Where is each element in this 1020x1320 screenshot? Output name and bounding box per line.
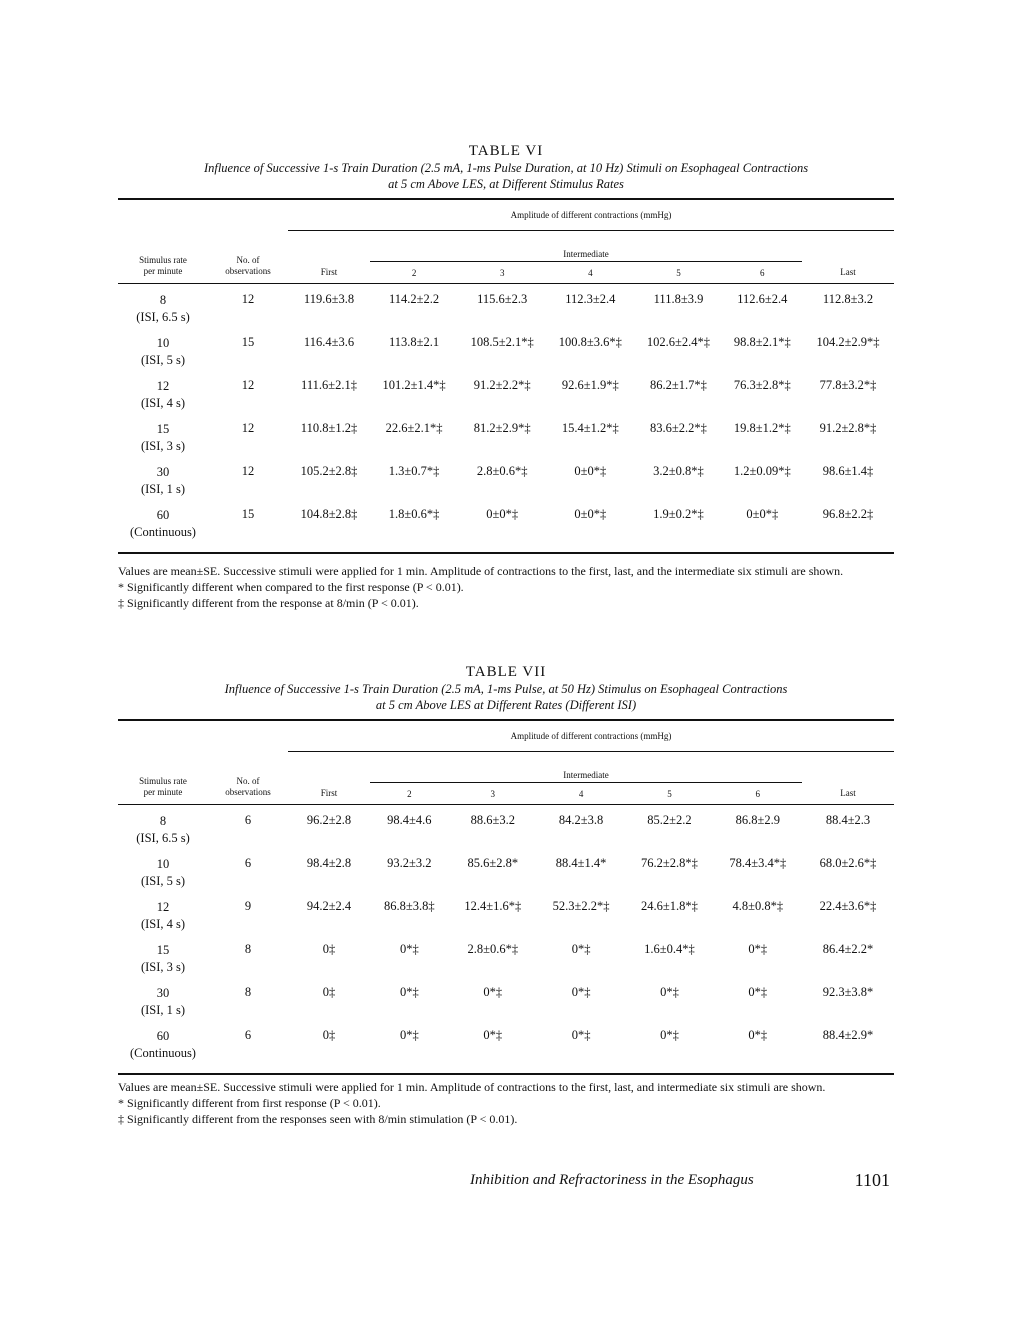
amplitude-cell: 0*‡ [399, 942, 419, 956]
stim-rate-value: 10 [156, 336, 170, 350]
table-6-caption-line2: at 5 cm Above LES, at Different Stimulus Rates [388, 177, 624, 191]
amplitude-cell: 0‡ [322, 1028, 336, 1042]
amplitude-cell: 104.2±2.9*‡ [816, 335, 880, 349]
amplitude-cell: 81.2±2.9*‡ [473, 421, 531, 435]
isi-value: (Continuous) [130, 1046, 196, 1060]
amplitude-cell: 12.4±1.6*‡ [464, 899, 522, 913]
observations-cell: 15 [241, 335, 255, 349]
amplitude-cell: 86.8±2.9 [735, 813, 780, 827]
isi-value: (Continuous) [130, 525, 196, 539]
amplitude-cell: 111.8±3.9 [653, 292, 704, 306]
amplitude-cell: 112.3±2.4 [565, 292, 616, 306]
amplitude-cell: 19.8±1.2*‡ [733, 421, 791, 435]
observations-cell: 6 [244, 813, 252, 827]
amplitude-cell: 112.8±3.2 [822, 292, 874, 306]
table-row [118, 335, 894, 378]
amplitude-cell: 1.6±0.4*‡ [644, 942, 695, 956]
stim-rate-header-2: per minute [143, 266, 183, 276]
table-7-note: Values are mean±SE. Successive stimuli were applied for 1 min. Amplitude of contractions to the first, last, and intermediate six stimuli are shown. [118, 1080, 826, 1094]
stim-rate-value: 12 [156, 379, 170, 393]
intermediate-header: Intermediate [370, 231, 802, 262]
amplitude-cell: 78.4±3.4*‡ [729, 856, 787, 870]
amplitude-cell: 68.0±2.6*‡ [819, 856, 877, 870]
amplitude-cell: 94.2±2.4 [306, 899, 352, 913]
amplitude-cell: 1.2±0.09*‡ [733, 464, 791, 478]
amplitude-cell: 76.3±2.8*‡ [733, 378, 791, 392]
amplitude-cell: 76.2±2.8*‡ [641, 856, 698, 870]
stim-rate-value: 60 [156, 508, 170, 522]
table-6-caption [118, 160, 894, 192]
col-header: 4 [588, 267, 593, 278]
amplitude-cell: 113.8±2.1 [388, 335, 440, 349]
stim-rate-value: 15 [156, 943, 170, 957]
table-row [118, 292, 894, 335]
table-row [118, 813, 894, 856]
amplitude-cell: 86.8±3.8‡ [384, 899, 435, 913]
amplitude-cell: 116.4±3.6 [303, 335, 355, 349]
stim-rate-cell [118, 421, 208, 464]
observations-cell: 12 [241, 464, 255, 478]
amplitude-cell: 91.2±2.8*‡ [819, 421, 877, 435]
amplitude-cell: 98.4±4.6 [387, 813, 432, 827]
observations-cell: 8 [244, 985, 252, 999]
col-header: First [320, 788, 338, 799]
table-6-note: ‡ Significantly different from the response at 8/min (P < 0.01). [118, 596, 419, 610]
isi-value: (ISI, 6.5 s) [136, 310, 190, 324]
obs-header: No. of [236, 776, 260, 786]
amplitude-cell: 0±0*‡ [574, 507, 607, 521]
amplitude-cell: 0±0*‡ [486, 507, 519, 521]
amplitude-cell: 108.5±2.1*‡ [470, 335, 534, 349]
amplitude-cell: 3.2±0.8*‡ [653, 464, 704, 478]
isi-value: (ISI, 3 s) [140, 439, 186, 453]
table-7-notes [118, 1079, 902, 1127]
table-row [118, 507, 894, 550]
stim-rate-cell [118, 856, 208, 899]
amplitude-header: Amplitude of different contractions (mmHg) [288, 200, 894, 231]
amplitude-cell: 4.8±0.8*‡ [732, 899, 784, 913]
amplitude-cell: 0‡ [322, 985, 336, 999]
amplitude-cell: 102.6±2.4*‡ [646, 335, 711, 349]
table-6-caption-line1: Influence of Successive 1-s Train Duration (2.5 mA, 1-ms Pulse Duration, at 10 Hz) Stimuli on Esophageal Contractions [203, 161, 809, 175]
table-row [118, 1028, 894, 1071]
table-row [118, 464, 894, 507]
table-row [118, 899, 894, 942]
amplitude-cell: 115.6±2.3 [477, 292, 528, 306]
observations-cell: 15 [241, 507, 255, 521]
amplitude-cell: 0*‡ [483, 1028, 503, 1042]
isi-value: (ISI, 6.5 s) [136, 831, 190, 845]
isi-value: (ISI, 5 s) [140, 874, 186, 888]
stim-rate-value: 30 [156, 986, 170, 1000]
amplitude-cell: 0*‡ [571, 1028, 591, 1042]
amplitude-cell: 88.4±1.4* [555, 856, 607, 870]
obs-header-2: observations [225, 266, 271, 276]
table-6-number: TABLE VI [468, 143, 544, 159]
amplitude-cell: 111.6±2.1‡ [301, 378, 357, 392]
isi-value: (ISI, 1 s) [140, 482, 186, 496]
amplitude-cell: 52.3±2.2*‡ [552, 899, 610, 913]
amplitude-cell: 86.4±2.2* [822, 942, 874, 956]
table-7-number: TABLE VII [465, 664, 547, 680]
amplitude-cell: 96.8±2.2‡ [822, 507, 874, 521]
amplitude-cell: 77.8±3.2*‡ [819, 378, 877, 392]
col-header: 2 [407, 788, 412, 799]
amplitude-cell: 98.4±2.8 [306, 856, 352, 870]
amplitude-cell: 92.3±3.8* [822, 985, 874, 999]
stim-rate-cell [118, 813, 208, 856]
stim-rate-cell [118, 1028, 208, 1071]
amplitude-cell: 98.8±2.1*‡ [733, 335, 791, 349]
isi-value: (ISI, 3 s) [140, 960, 186, 974]
table-row [118, 985, 894, 1028]
table-6-note: Values are mean±SE. Successive stimuli were applied for 1 min. Amplitude of contractions to the first, last, and the intermediate six stimuli are shown. [118, 564, 844, 578]
amplitude-cell: 119.6±3.8 [303, 292, 355, 306]
table-row [118, 856, 894, 899]
amplitude-cell: 0*‡ [399, 1028, 419, 1042]
col-header: First [320, 267, 338, 278]
amplitude-cell: 0*‡ [399, 985, 419, 999]
observations-cell: 6 [244, 1028, 252, 1042]
amplitude-cell: 0±0*‡ [746, 507, 779, 521]
amplitude-cell: 98.6±1.4‡ [822, 464, 874, 478]
isi-value: (ISI, 1 s) [140, 1003, 186, 1017]
stim-rate-cell [118, 942, 208, 985]
amplitude-cell: 101.2±1.4*‡ [382, 378, 446, 392]
amplitude-cell: 24.6±1.8*‡ [641, 899, 698, 913]
amplitude-cell: 112.6±2.4 [737, 292, 788, 306]
amplitude-cell: 85.2±2.2 [647, 813, 692, 827]
col-header: 3 [490, 788, 496, 799]
amplitude-cell: 0*‡ [748, 942, 768, 956]
amplitude-cell: 1.3±0.7*‡ [388, 464, 440, 478]
stim-rate-header-2: per minute [143, 787, 183, 797]
amplitude-cell: 88.6±3.2 [470, 813, 515, 827]
amplitude-cell: 0*‡ [571, 985, 591, 999]
col-header: Last [840, 267, 856, 278]
col-header: 4 [578, 788, 584, 799]
amplitude-cell: 96.2±2.8 [306, 813, 352, 827]
stim-rate-cell [118, 378, 208, 421]
observations-cell: 12 [241, 378, 255, 392]
stim-rate-value: 8 [159, 293, 167, 307]
table-7-grid [118, 721, 894, 1071]
amplitude-cell: 0*‡ [748, 1028, 768, 1042]
amplitude-cell: 0*‡ [748, 985, 768, 999]
observations-cell: 9 [244, 899, 252, 913]
table-7-note: * Significantly different from first response (P < 0.01). [118, 1096, 381, 1110]
stim-rate-value: 12 [156, 900, 170, 914]
intermediate-header: Intermediate [370, 752, 802, 783]
observations-cell: 6 [244, 856, 252, 870]
amplitude-cell: 22.4±3.6*‡ [819, 899, 877, 913]
isi-value: (ISI, 5 s) [140, 353, 186, 367]
col-header: Last [840, 788, 856, 799]
stim-rate-header: Stimulus rate [139, 776, 187, 786]
amplitude-cell: 15.4±1.2*‡ [561, 421, 619, 435]
amplitude-cell: 85.6±2.8* [467, 856, 519, 870]
amplitude-cell: 104.8±2.8‡ [300, 507, 358, 521]
isi-value: (ISI, 4 s) [140, 917, 186, 931]
obs-header: No. of [236, 255, 260, 265]
table-6-notes [118, 563, 902, 611]
table-row [118, 421, 894, 464]
table-7-note: ‡ Significantly different from the responses seen with 8/min stimulation (P < 0.01). [118, 1112, 518, 1126]
amplitude-header: Amplitude of different contractions (mmHg) [288, 721, 894, 752]
amplitude-cell: 91.2±2.2*‡ [473, 378, 531, 392]
stim-rate-cell [118, 335, 208, 378]
table-7 [118, 664, 894, 1075]
amplitude-cell: 88.4±2.3 [825, 813, 871, 827]
stim-rate-value: 60 [156, 1029, 170, 1043]
col-header: 3 [499, 267, 505, 278]
amplitude-cell: 0*‡ [660, 985, 679, 999]
table-6-grid [118, 200, 894, 550]
table-row [118, 942, 894, 985]
observations-cell: 12 [241, 292, 255, 306]
stim-rate-value: 8 [159, 814, 167, 828]
observations-cell: 8 [244, 942, 252, 956]
running-title: Inhibition and Refractoriness in the Esophagus [470, 1172, 754, 1188]
col-header: 5 [667, 788, 672, 799]
isi-value: (ISI, 4 s) [140, 396, 186, 410]
amplitude-cell: 2.8±0.6*‡ [476, 464, 528, 478]
stim-rate-cell [118, 985, 208, 1028]
col-header: 6 [760, 267, 765, 278]
amplitude-cell: 100.8±3.6*‡ [558, 335, 622, 349]
table-7-caption-line2: at 5 cm Above LES at Different Rates (Different ISI) [375, 698, 637, 712]
page-footer [470, 1172, 900, 1189]
amplitude-cell: 105.2±2.8‡ [300, 464, 358, 478]
amplitude-cell: 93.2±3.2 [387, 856, 432, 870]
amplitude-cell: 0*‡ [660, 1028, 679, 1042]
amplitude-cell: 0*‡ [483, 985, 503, 999]
stim-rate-cell [118, 292, 208, 335]
stim-rate-cell [118, 464, 208, 507]
amplitude-cell: 1.8±0.6*‡ [388, 507, 440, 521]
stim-rate-value: 30 [156, 465, 170, 479]
page-number: 1101 [854, 1170, 890, 1190]
col-header: 6 [755, 788, 761, 799]
stim-rate-header: Stimulus rate [139, 255, 187, 265]
amplitude-cell: 0‡ [322, 942, 336, 956]
obs-header-2: observations [225, 787, 271, 797]
amplitude-cell: 86.2±1.7*‡ [650, 378, 707, 392]
stim-rate-cell [118, 507, 208, 550]
amplitude-cell: 110.8±1.2‡ [300, 421, 358, 435]
table-row [118, 378, 894, 421]
amplitude-cell: 1.9±0.2*‡ [653, 507, 704, 521]
table-6 [118, 143, 894, 554]
stim-rate-value: 15 [156, 422, 170, 436]
stim-rate-cell [118, 899, 208, 942]
amplitude-cell: 22.6±2.1*‡ [385, 421, 443, 435]
table-7-caption-line1: Influence of Successive 1-s Train Duration (2.5 mA, 1-ms Pulse, at 50 Hz) Stimulus on Esophageal Contractions [224, 682, 788, 696]
amplitude-cell: 88.4±2.9* [822, 1028, 874, 1042]
stim-rate-value: 10 [156, 857, 170, 871]
observations-cell: 12 [241, 421, 255, 435]
amplitude-cell: 2.8±0.6*‡ [467, 942, 519, 956]
amplitude-cell: 84.2±3.8 [558, 813, 604, 827]
amplitude-cell: 83.6±2.2*‡ [650, 421, 707, 435]
table-6-note: * Significantly different when compared to the first response (P < 0.01). [118, 580, 464, 594]
amplitude-cell: 92.6±1.9*‡ [561, 378, 619, 392]
amplitude-cell: 0*‡ [571, 942, 591, 956]
amplitude-cell: 0±0*‡ [574, 464, 607, 478]
table-7-caption [118, 681, 894, 713]
col-header: 2 [411, 267, 417, 278]
amplitude-cell: 114.2±2.2 [388, 292, 440, 306]
col-header: 5 [676, 267, 681, 278]
